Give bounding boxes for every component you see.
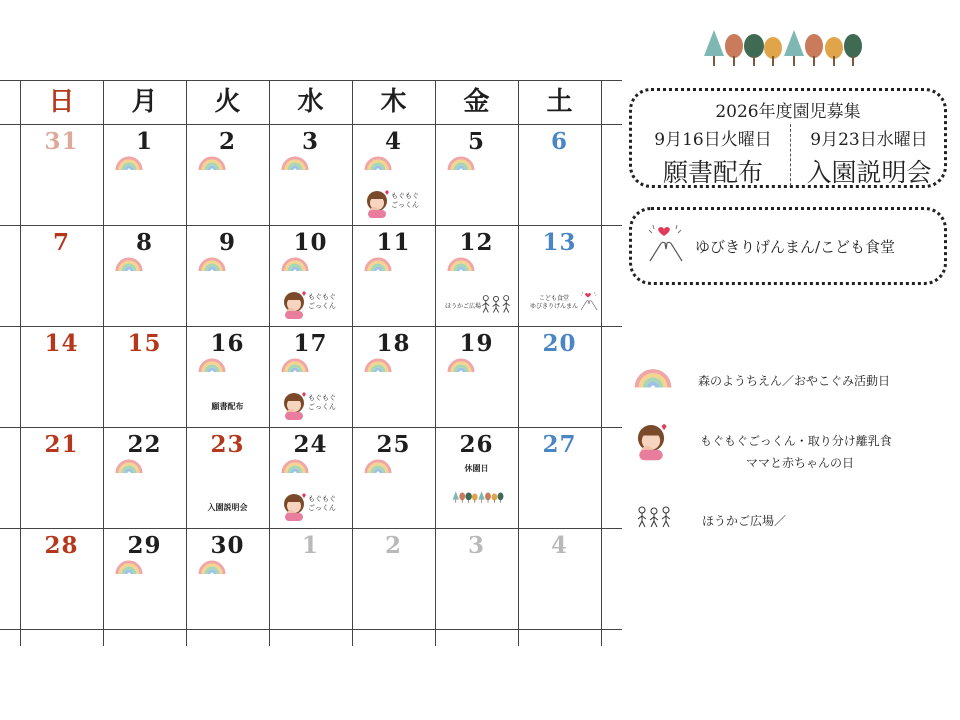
- rainbow-icon: [281, 257, 309, 271]
- day-number: 18: [376, 330, 411, 357]
- rainbow-icon: [115, 459, 143, 473]
- day-number: 14: [44, 330, 79, 357]
- day-cell[interactable]: [269, 225, 352, 326]
- weekday-header: 金: [463, 87, 490, 117]
- day-cell[interactable]: [103, 326, 186, 427]
- day-cell[interactable]: [352, 528, 435, 629]
- day-number: 11: [376, 229, 411, 256]
- divider: [790, 124, 792, 186]
- day-cell[interactable]: [103, 124, 186, 225]
- day-cell[interactable]: [20, 528, 103, 629]
- day-number: 24: [293, 431, 328, 458]
- day-cell[interactable]: [518, 225, 601, 326]
- children-icon: [479, 293, 513, 315]
- rainbow-icon: [281, 358, 309, 372]
- mother-baby-icon: [281, 493, 307, 521]
- day-cell[interactable]: [352, 225, 435, 326]
- day-number: 30: [210, 532, 245, 559]
- houka-label: ほうかご広場: [445, 303, 482, 310]
- mogu-label: もぐもぐ ごっくん: [308, 495, 336, 512]
- day-cell[interactable]: [186, 326, 269, 427]
- rainbow-icon: [115, 257, 143, 271]
- day-number: 29: [127, 532, 162, 559]
- day-cell[interactable]: [435, 528, 518, 629]
- legend-item-rainbow: [634, 366, 944, 396]
- day-cell[interactable]: [435, 225, 518, 326]
- day-number: 22: [127, 431, 162, 458]
- day-cell[interactable]: [352, 124, 435, 225]
- legend-item-houka: [634, 504, 944, 534]
- day-number: 12: [459, 229, 494, 256]
- day-number: 2: [218, 128, 236, 155]
- day-number: 10: [293, 229, 328, 256]
- day-number: 21: [44, 431, 79, 458]
- rainbow-icon: [364, 156, 392, 170]
- closed-day-label: 休園日: [464, 464, 489, 473]
- day-number: 5: [467, 128, 485, 155]
- day-number: 4: [384, 128, 402, 155]
- day-cell[interactable]: [20, 427, 103, 528]
- shokudo-label: ゆびきりげんまん/こども食堂: [695, 238, 896, 256]
- day-number: 13: [542, 229, 577, 256]
- day-number: 6: [550, 128, 568, 155]
- mogu-event: [281, 491, 343, 525]
- legend-label: ママと赤ちゃんの日: [746, 456, 855, 470]
- rainbow-icon: [364, 257, 392, 271]
- weekday-header: 日: [48, 87, 75, 117]
- rainbow-icon: [364, 459, 392, 473]
- rainbow-icon: [198, 257, 226, 271]
- houka-event: [445, 293, 513, 317]
- legend-label: もぐもぐごっくん・取り分け離乳食: [700, 434, 892, 448]
- mother-baby-icon: [364, 190, 390, 218]
- mogu-event: [364, 188, 426, 222]
- day-number: 17: [293, 330, 328, 357]
- rainbow-icon: [447, 358, 475, 372]
- day-cell[interactable]: [20, 326, 103, 427]
- application-event: 願書配布: [662, 158, 763, 187]
- day-cell[interactable]: [435, 124, 518, 225]
- day-cell[interactable]: [518, 427, 601, 528]
- recruitment-title: 2026年度園児募集: [715, 102, 861, 122]
- children-icon: [634, 504, 674, 530]
- weekday-header: 火: [214, 87, 241, 117]
- day-cell[interactable]: [269, 528, 352, 629]
- rainbow-icon: [281, 459, 309, 473]
- kodomo-label: こども食堂 ゆびきりげんまん: [529, 295, 578, 310]
- rainbow-icon: [198, 560, 226, 574]
- legend-label: 森のようちえん／おやこぐみ活動日: [698, 374, 891, 388]
- mother-baby-icon: [281, 291, 307, 319]
- day-number: 31: [44, 128, 79, 155]
- event-note: 願書配布: [211, 402, 244, 411]
- weekday-header: 土: [546, 87, 573, 117]
- legend-item-mogu: [634, 420, 944, 470]
- day-cell[interactable]: [186, 528, 269, 629]
- rainbow-icon: [115, 560, 143, 574]
- day-cell[interactable]: [435, 427, 518, 528]
- weekday-header: 月: [131, 87, 158, 117]
- kodomo-shokudo-box: [629, 207, 947, 285]
- day-cell[interactable]: [352, 427, 435, 528]
- day-cell[interactable]: [435, 326, 518, 427]
- day-cell[interactable]: [186, 124, 269, 225]
- briefing-event: 入園説明会: [806, 158, 932, 187]
- day-cell[interactable]: [269, 124, 352, 225]
- day-number: 15: [127, 330, 162, 357]
- application-date: 9月16日火曜日: [654, 130, 772, 150]
- day-number: 19: [459, 330, 494, 357]
- day-number: 25: [376, 431, 411, 458]
- day-number: 1: [135, 128, 153, 155]
- event-note: 入園説明会: [207, 503, 248, 512]
- day-number: 1: [301, 532, 319, 559]
- recruitment-box: [629, 88, 947, 188]
- day-cell[interactable]: [352, 326, 435, 427]
- day-cell[interactable]: [518, 326, 601, 427]
- day-cell[interactable]: [269, 326, 352, 427]
- rainbow-icon: [634, 366, 672, 390]
- day-cell[interactable]: [518, 528, 601, 629]
- legend-label: ほうかご広場／: [702, 514, 787, 528]
- rainbow-icon: [198, 358, 226, 372]
- rainbow-icon: [281, 156, 309, 170]
- day-number: 2: [384, 532, 402, 559]
- day-number: 26: [459, 431, 494, 458]
- mother-baby-icon: [281, 392, 307, 420]
- rainbow-icon: [447, 156, 475, 170]
- mogu-label: もぐもぐ ごっくん: [308, 394, 336, 411]
- day-number: 20: [542, 330, 577, 357]
- day-cell[interactable]: [20, 124, 103, 225]
- weekday-header: 水: [297, 87, 324, 117]
- mother-baby-icon: [634, 422, 668, 462]
- pinky-promise-icon: [644, 223, 688, 263]
- day-number: 28: [44, 532, 79, 559]
- trees-icon: [702, 26, 864, 70]
- day-cell[interactable]: [103, 225, 186, 326]
- pinky-promise-icon: [578, 291, 600, 311]
- day-number: 7: [52, 229, 70, 256]
- grid-line: [601, 80, 602, 646]
- kodomo-event: [528, 295, 600, 319]
- day-number: 3: [301, 128, 319, 155]
- trees-icon: [449, 483, 507, 511]
- day-number: 27: [542, 431, 577, 458]
- day-number: 8: [135, 229, 153, 256]
- mogu-event: [281, 390, 343, 424]
- day-cell[interactable]: [20, 225, 103, 326]
- rainbow-icon: [447, 257, 475, 271]
- day-cell[interactable]: [103, 528, 186, 629]
- rainbow-icon: [198, 156, 226, 170]
- day-number: 23: [210, 431, 245, 458]
- day-cell[interactable]: [186, 225, 269, 326]
- rainbow-icon: [364, 358, 392, 372]
- day-cell[interactable]: [186, 427, 269, 528]
- day-number: 9: [218, 229, 236, 256]
- weekday-header: 木: [380, 87, 407, 117]
- day-cell[interactable]: [518, 124, 601, 225]
- day-cell[interactable]: [103, 427, 186, 528]
- grid-line: [0, 629, 622, 630]
- day-number: 3: [467, 532, 485, 559]
- day-number: 16: [210, 330, 245, 357]
- mogu-label: もぐもぐ ごっくん: [391, 192, 419, 209]
- day-cell[interactable]: [269, 427, 352, 528]
- mogu-label: もぐもぐ ごっくん: [308, 293, 336, 310]
- rainbow-icon: [115, 156, 143, 170]
- mogu-event: [281, 289, 343, 323]
- day-number: 4: [550, 532, 568, 559]
- briefing-date: 9月23日水曜日: [810, 130, 928, 150]
